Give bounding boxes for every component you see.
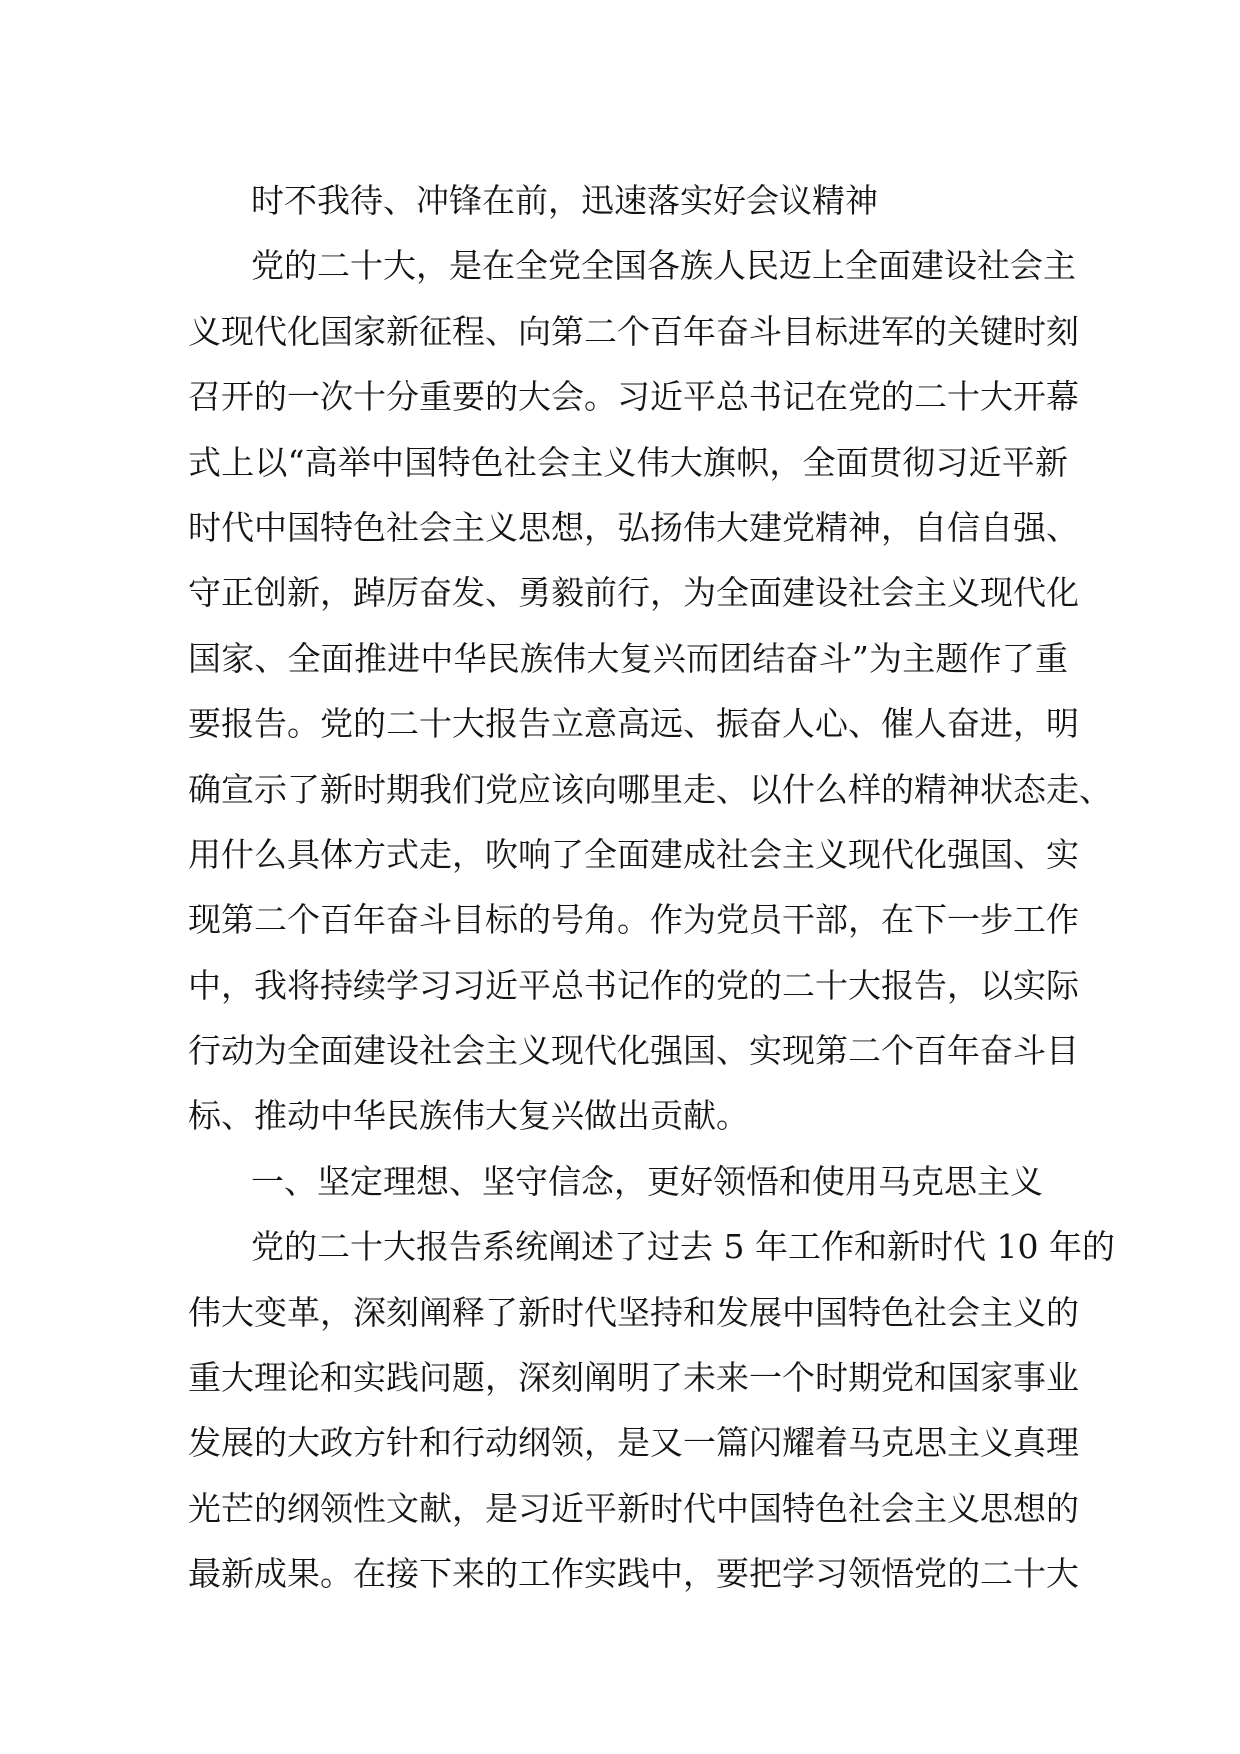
paragraph-line: 党的二十大，是在全党全国各族人民迈上全面建设社会主 [251, 246, 1076, 286]
paragraph-line: 标、推动中华民族伟大复兴做出贡献。 [188, 1096, 749, 1136]
paragraph-line: 用什么具体方式走，吹响了全面建成社会主义现代化强国、实 [188, 834, 1079, 874]
paragraph-line: 国家、全面推进中华民族伟大复兴而团结奋斗”为主题作了重 [188, 638, 1068, 678]
paragraph-line: 伟大变革，深刻阐释了新时代坚持和发展中国特色社会主义的 [188, 1292, 1079, 1332]
paragraph-line: 行动为全面建设社会主义现代化强国、实现第二个百年奋斗目 [188, 1031, 1079, 1071]
paragraph-line: 发展的大政方针和行动纲领，是又一篇闪耀着马克思主义真理 [188, 1423, 1079, 1463]
paragraph-line: 召开的一次十分重要的大会。习近平总书记在党的二十大开幕 [188, 377, 1079, 417]
paragraph-line: 确宣示了新时期我们党应该向哪里走、以什么样的精神状态走、 [188, 769, 1112, 809]
heading-meeting-spirit: 时不我待、冲锋在前，迅速落实好会议精神 [251, 181, 878, 220]
paragraph-line: 时代中国特色社会主义思想，弘扬伟大建党精神，自信自强、 [188, 507, 1079, 547]
section-heading-1: 一、坚定理想、坚守信念，更好领悟和使用马克思主义 [251, 1161, 1043, 1201]
paragraph-line: 要报告。党的二十大报告立意高远、振奋人心、催人奋进，明 [188, 704, 1079, 744]
paragraph-line: 最新成果。在接下来的工作实践中，要把学习领悟党的二十大 [188, 1554, 1079, 1594]
paragraph-line: 义现代化国家新征程、向第二个百年奋斗目标进军的关键时刻 [188, 311, 1079, 351]
paragraph-line: 中，我将持续学习习近平总书记作的党的二十大报告，以实际 [188, 965, 1079, 1005]
paragraph-line: 现第二个百年奋斗目标的号角。作为党员干部，在下一步工作 [188, 900, 1079, 940]
document-body [188, 168, 1115, 1607]
paragraph-line: 式上以“高举中国特色社会主义伟大旗帜，全面贯彻习近平新 [188, 442, 1068, 482]
paragraph-line: 党的二十大报告系统阐述了过去 5 年工作和新时代 10 年的 [251, 1227, 1115, 1267]
paragraph-line: 重大理论和实践问题，深刻阐明了未来一个时期党和国家事业 [188, 1358, 1079, 1398]
paragraph-line: 守正创新，踔厉奋发、勇毅前行，为全面建设社会主义现代化 [188, 573, 1079, 613]
paragraph-line: 光芒的纲领性文献，是习近平新时代中国特色社会主义思想的 [188, 1488, 1079, 1528]
